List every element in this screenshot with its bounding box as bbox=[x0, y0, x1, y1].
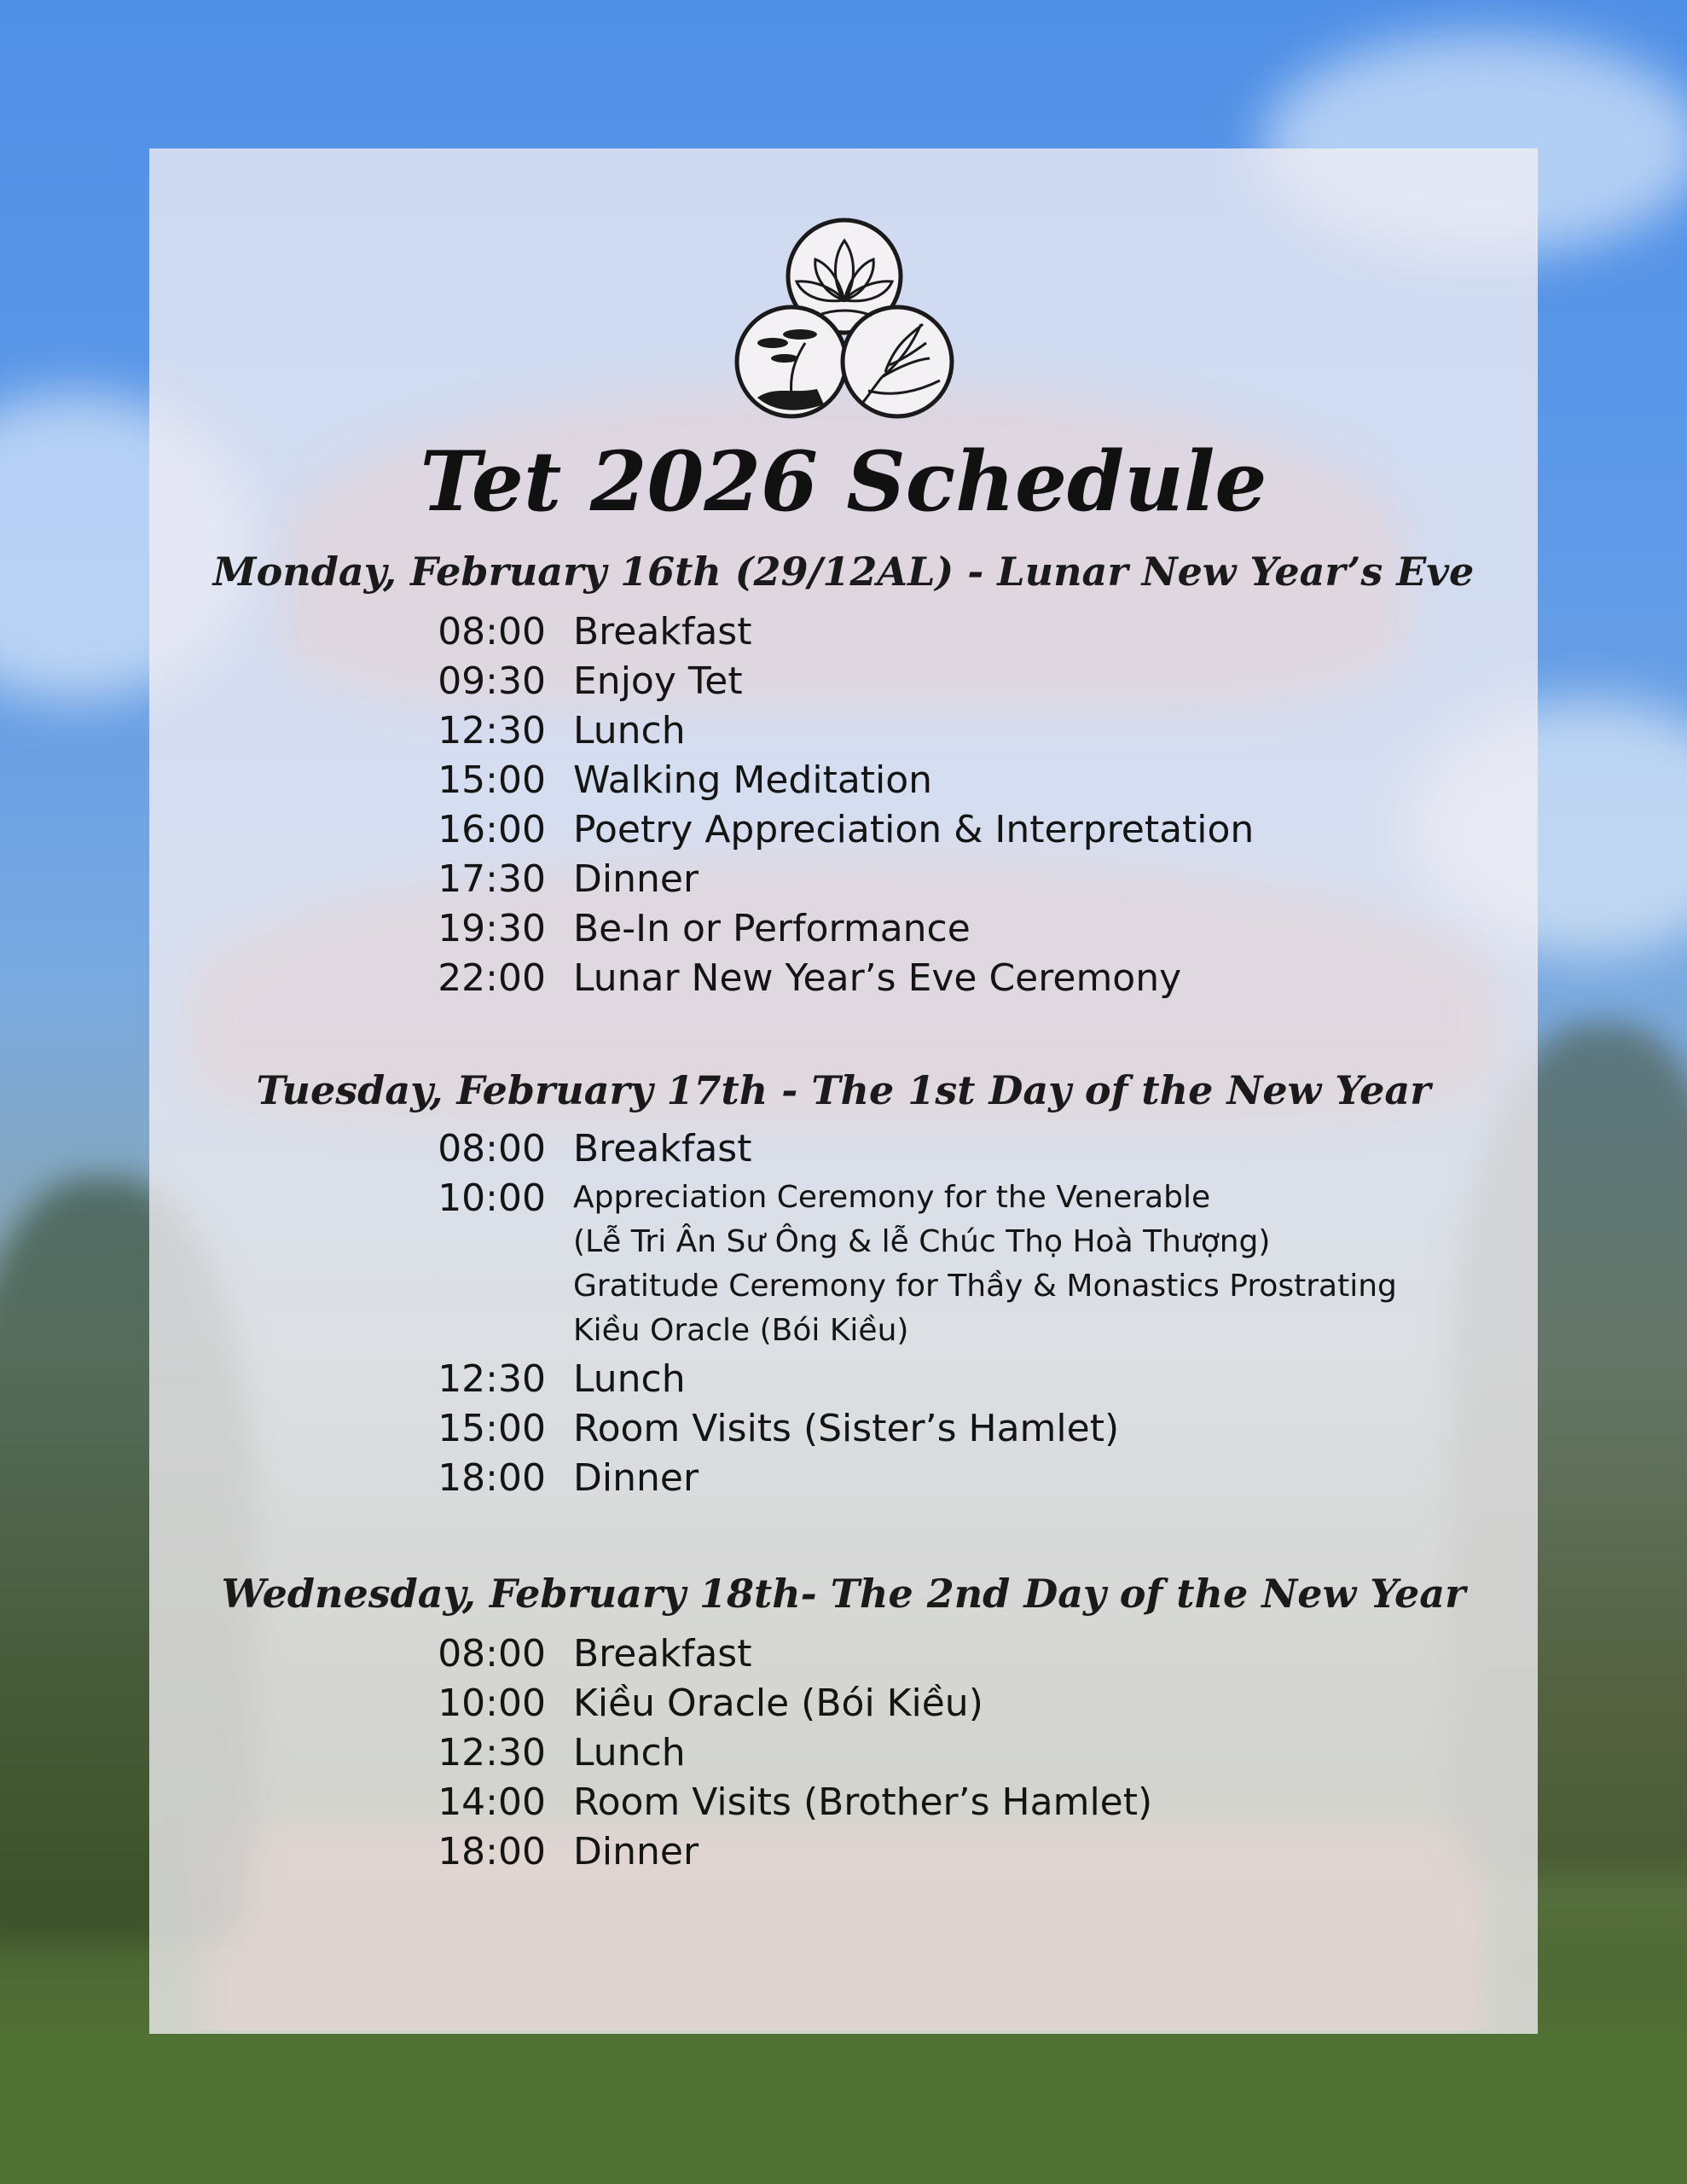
event-title: Lunch bbox=[573, 1357, 686, 1401]
schedule-row bbox=[0, 756, 1687, 805]
event-time: 14:00 bbox=[438, 1780, 546, 1824]
event-time: 08:00 bbox=[438, 610, 546, 653]
three-circles-logo-icon bbox=[732, 215, 957, 423]
event-time: 18:00 bbox=[438, 1456, 546, 1500]
event-title: Room Visits (Sister’s Hamlet) bbox=[573, 1407, 1120, 1450]
schedule-row bbox=[0, 855, 1687, 904]
event-details bbox=[573, 1176, 1528, 1353]
event-title: Kiều Oracle (Bói Kiều) bbox=[573, 1682, 983, 1725]
event-time: 10:00 bbox=[438, 1682, 546, 1725]
schedule-row bbox=[0, 607, 1687, 657]
schedule-row bbox=[0, 1679, 1687, 1728]
event-time: 12:30 bbox=[438, 1731, 546, 1774]
event-title: Dinner bbox=[573, 857, 699, 901]
page-title: Tet 2026 Schedule bbox=[420, 433, 1267, 530]
event-title: Enjoy Tet bbox=[573, 659, 743, 703]
day-heading-monday: Monday, February 16th (29/12AL) - Lunar New Year’s Eve bbox=[212, 549, 1475, 595]
schedule-row bbox=[0, 1124, 1687, 1174]
schedule-row bbox=[0, 1404, 1687, 1454]
schedule-row bbox=[0, 1827, 1687, 1877]
event-title: Dinner bbox=[573, 1456, 699, 1500]
event-time: 10:00 bbox=[438, 1176, 546, 1220]
event-title: Lunar New Year’s Eve Ceremony bbox=[573, 956, 1182, 1000]
event-time: 09:30 bbox=[438, 659, 546, 703]
event-time: 08:00 bbox=[438, 1632, 546, 1676]
event-title: Poetry Appreciation & Interpretation bbox=[573, 808, 1255, 851]
schedule-row bbox=[0, 1454, 1687, 1503]
schedule-row bbox=[0, 657, 1687, 706]
event-title: Breakfast bbox=[573, 610, 752, 653]
event-time: 22:00 bbox=[438, 956, 546, 1000]
schedule-row bbox=[0, 706, 1687, 756]
event-title: Be-In or Performance bbox=[573, 907, 971, 950]
event-time: 17:30 bbox=[438, 857, 546, 901]
event-time: 15:00 bbox=[438, 1407, 546, 1450]
event-time: 18:00 bbox=[438, 1830, 546, 1873]
event-detail-line: Appreciation Ceremony for the Venerable bbox=[573, 1180, 1211, 1215]
event-detail-line: Gratitude Ceremony for Thầy & Monastics Prostrating bbox=[573, 1269, 1397, 1304]
day-heading-tuesday: Tuesday, February 17th - The 1st Day of the New Year bbox=[256, 1067, 1431, 1113]
event-time: 12:30 bbox=[438, 709, 546, 752]
event-title: Lunch bbox=[573, 709, 686, 752]
schedule-row bbox=[0, 1778, 1687, 1827]
schedule-row bbox=[0, 1355, 1687, 1404]
event-time: 15:00 bbox=[438, 758, 546, 802]
event-title: Lunch bbox=[573, 1731, 686, 1774]
event-detail-line: (Lễ Tri Ân Sư Ông & lễ Chúc Thọ Hoà Thượng) bbox=[573, 1224, 1271, 1259]
schedule-row bbox=[0, 805, 1687, 855]
event-title: Breakfast bbox=[573, 1632, 752, 1676]
schedule-row bbox=[0, 1728, 1687, 1778]
event-time: 19:30 bbox=[438, 907, 546, 950]
event-detail-line: Kiều Oracle (Bói Kiều) bbox=[573, 1313, 909, 1348]
day-heading-wednesday: Wednesday, February 18th- The 2nd Day of the New Year bbox=[221, 1571, 1466, 1617]
event-time: 16:00 bbox=[438, 808, 546, 851]
event-title: Walking Meditation bbox=[573, 758, 933, 802]
schedule-row bbox=[0, 1629, 1687, 1679]
event-title: Breakfast bbox=[573, 1127, 752, 1170]
schedule-row bbox=[0, 904, 1687, 954]
event-time: 12:30 bbox=[438, 1357, 546, 1401]
event-title: Room Visits (Brother’s Hamlet) bbox=[573, 1780, 1153, 1824]
event-title: Dinner bbox=[573, 1830, 699, 1873]
schedule-row bbox=[0, 954, 1687, 1003]
event-time: 08:00 bbox=[438, 1127, 546, 1170]
